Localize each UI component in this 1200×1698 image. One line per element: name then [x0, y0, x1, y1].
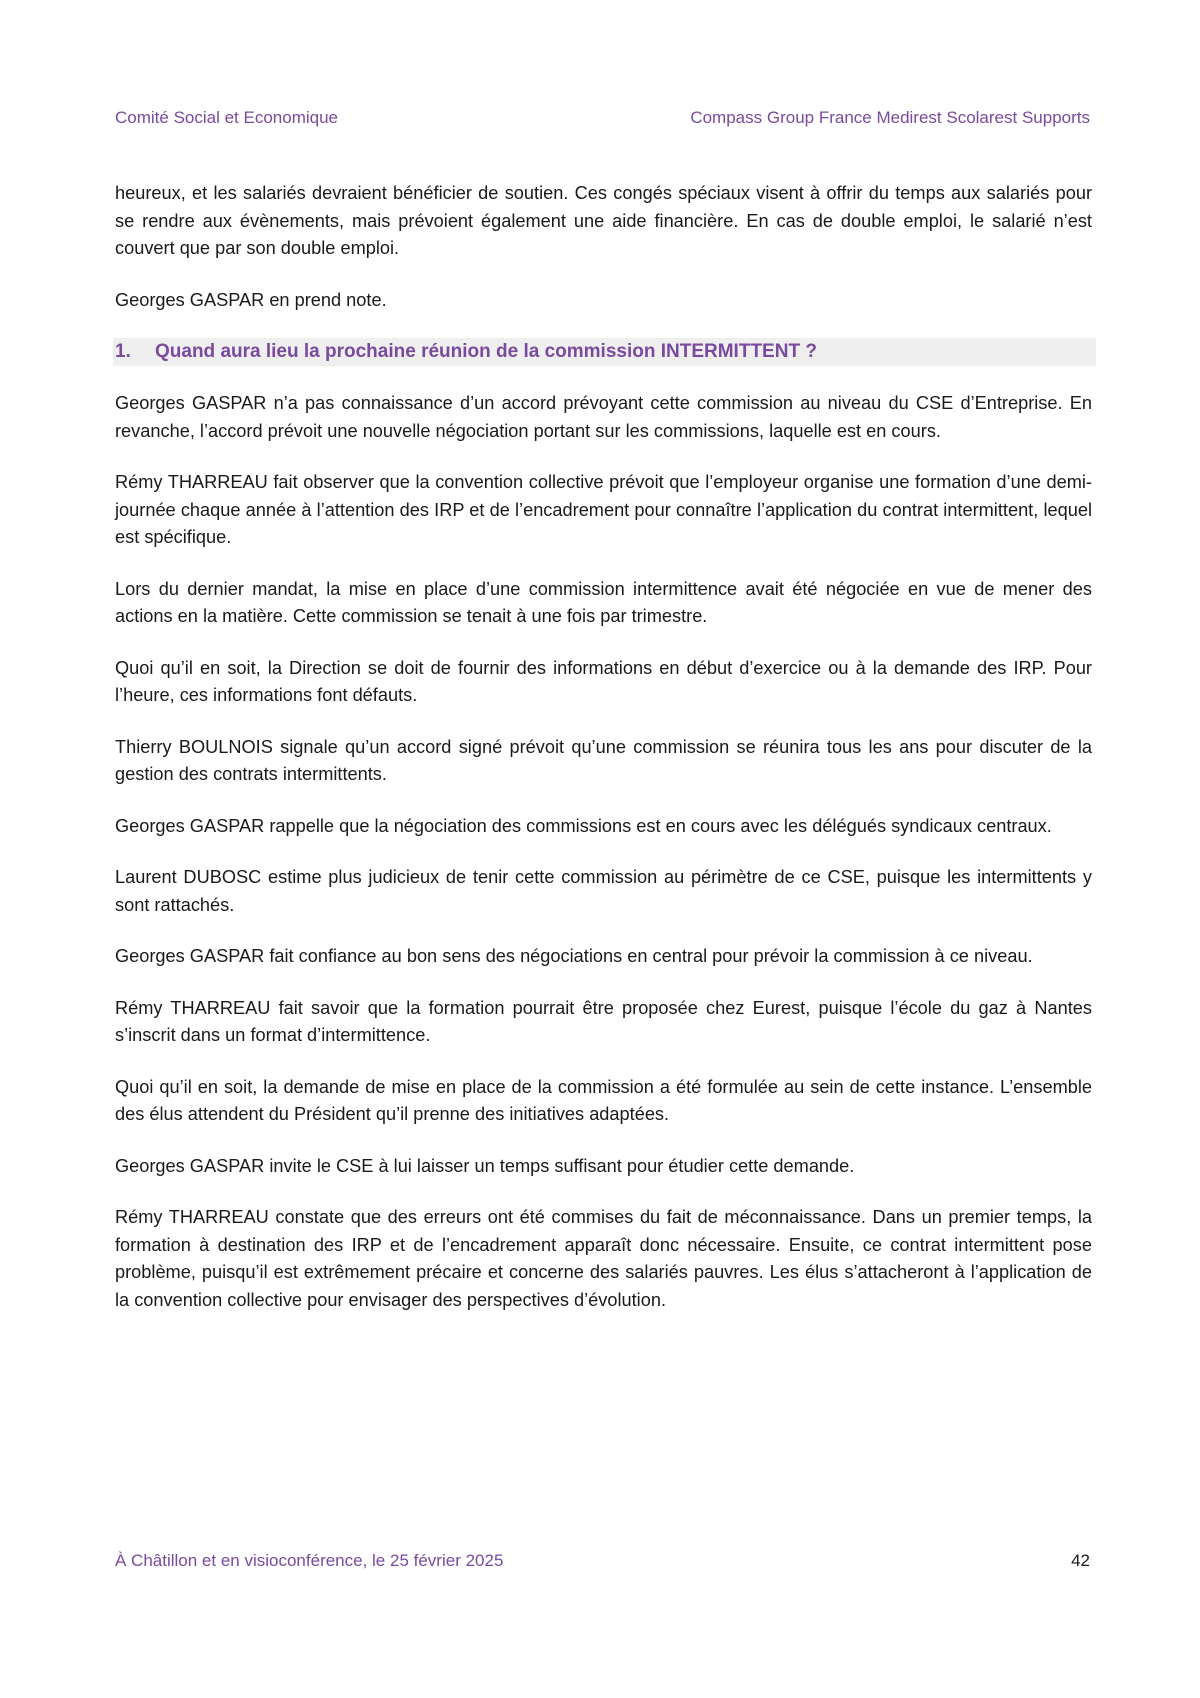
paragraph: Georges GASPAR rappelle que la négociation des commissions est en cours avec les délégués syndicaux centraux.	[115, 815, 1052, 836]
paragraph: heureux, et les salariés devraient bénéficier de soutien. Ces congés spéciaux visent à offrir du temps aux salariés pour se rendre aux évènements, mais prévoient également une aide financière. En cas de double emploi, le salarié n’est couvert que par son double emploi.	[115, 183, 1092, 258]
paragraph: Quoi qu’il en soit, la Direction se doit de fournir des informations en début d’exercice ou à la demande des IRP. Pour l’heure, ces informations font défauts.	[115, 657, 1092, 705]
paragraph: Rémy THARREAU fait observer que la convention collective prévoit que l’employeur organise une formation d’une demi-journée chaque année à l’attention des IRP et de l’encadrement pour connaître l’application du contrat intermittent, lequel est spécifique.	[115, 472, 1092, 547]
paragraph: Georges GASPAR en prend note.	[115, 289, 387, 310]
paragraph: Rémy THARREAU fait savoir que la formation pourrait être proposée chez Eurest, puisque l’école du gaz à Nantes s’inscrit dans un format d’intermittence.	[115, 997, 1092, 1045]
paragraph: Georges GASPAR fait confiance au bon sens des négociations en central pour prévoir la commission à ce niveau.	[115, 946, 1033, 966]
footer-location-date: À Châtillon et en visioconférence, le 25 février 2025	[115, 1551, 504, 1570]
header-company: Compass Group France Medirest Scolarest Supports	[690, 108, 1090, 127]
paragraph: Lors du dernier mandat, la mise en place d’une commission intermittence avait été négociée en vue de mener des actions en la matière. Cette commission se tenait à une fois par trimestre.	[115, 578, 1092, 626]
section-title: Quand aura lieu la prochaine réunion de la commission INTERMITTENT ?	[155, 341, 817, 362]
paragraph: Quoi qu’il en soit, la demande de mise en place de la commission a été formulée au sein de cette instance. L’ensemble des élus attendent du Président qu’il prenne des initiatives adaptées.	[115, 1076, 1092, 1124]
page-content	[115, 180, 1092, 1338]
paragraph: Rémy THARREAU constate que des erreurs ont été commises du fait de méconnaissance. Dans un premier temps, la formation à destination des IRP et de l’encadrement apparaît donc nécessaire. Ensuite, ce contrat intermittent pose problème, puisqu’il est extrêmement précaire et concerne des salariés pauvres. Les élus s’attacheront à l’application de la convention collective pour envisager des perspectives d’évolution.	[115, 1207, 1092, 1310]
page-number: 42	[1071, 1551, 1090, 1570]
page-header	[115, 108, 1090, 128]
section-heading	[113, 338, 1096, 366]
page-footer	[115, 1551, 1090, 1571]
header-organization: Comité Social et Economique	[115, 108, 339, 127]
section-number: 1.	[115, 341, 131, 362]
paragraph: Thierry BOULNOIS signale qu’un accord signé prévoit qu’une commission se réunira tous les ans pour discuter de la gestion des contrats intermittents.	[115, 736, 1092, 784]
paragraph: Georges GASPAR invite le CSE à lui laisser un temps suffisant pour étudier cette demande.	[115, 1155, 855, 1176]
paragraph: Georges GASPAR n’a pas connaissance d’un accord prévoyant cette commission au niveau du CSE d’Entreprise. En revanche, l’accord prévoit une nouvelle négociation portant sur les commissions, laquelle est en cours.	[115, 393, 1092, 441]
paragraph: Laurent DUBOSC estime plus judicieux de tenir cette commission au périmètre de ce CSE, puisque les intermittents y sont rattachés.	[115, 867, 1092, 915]
